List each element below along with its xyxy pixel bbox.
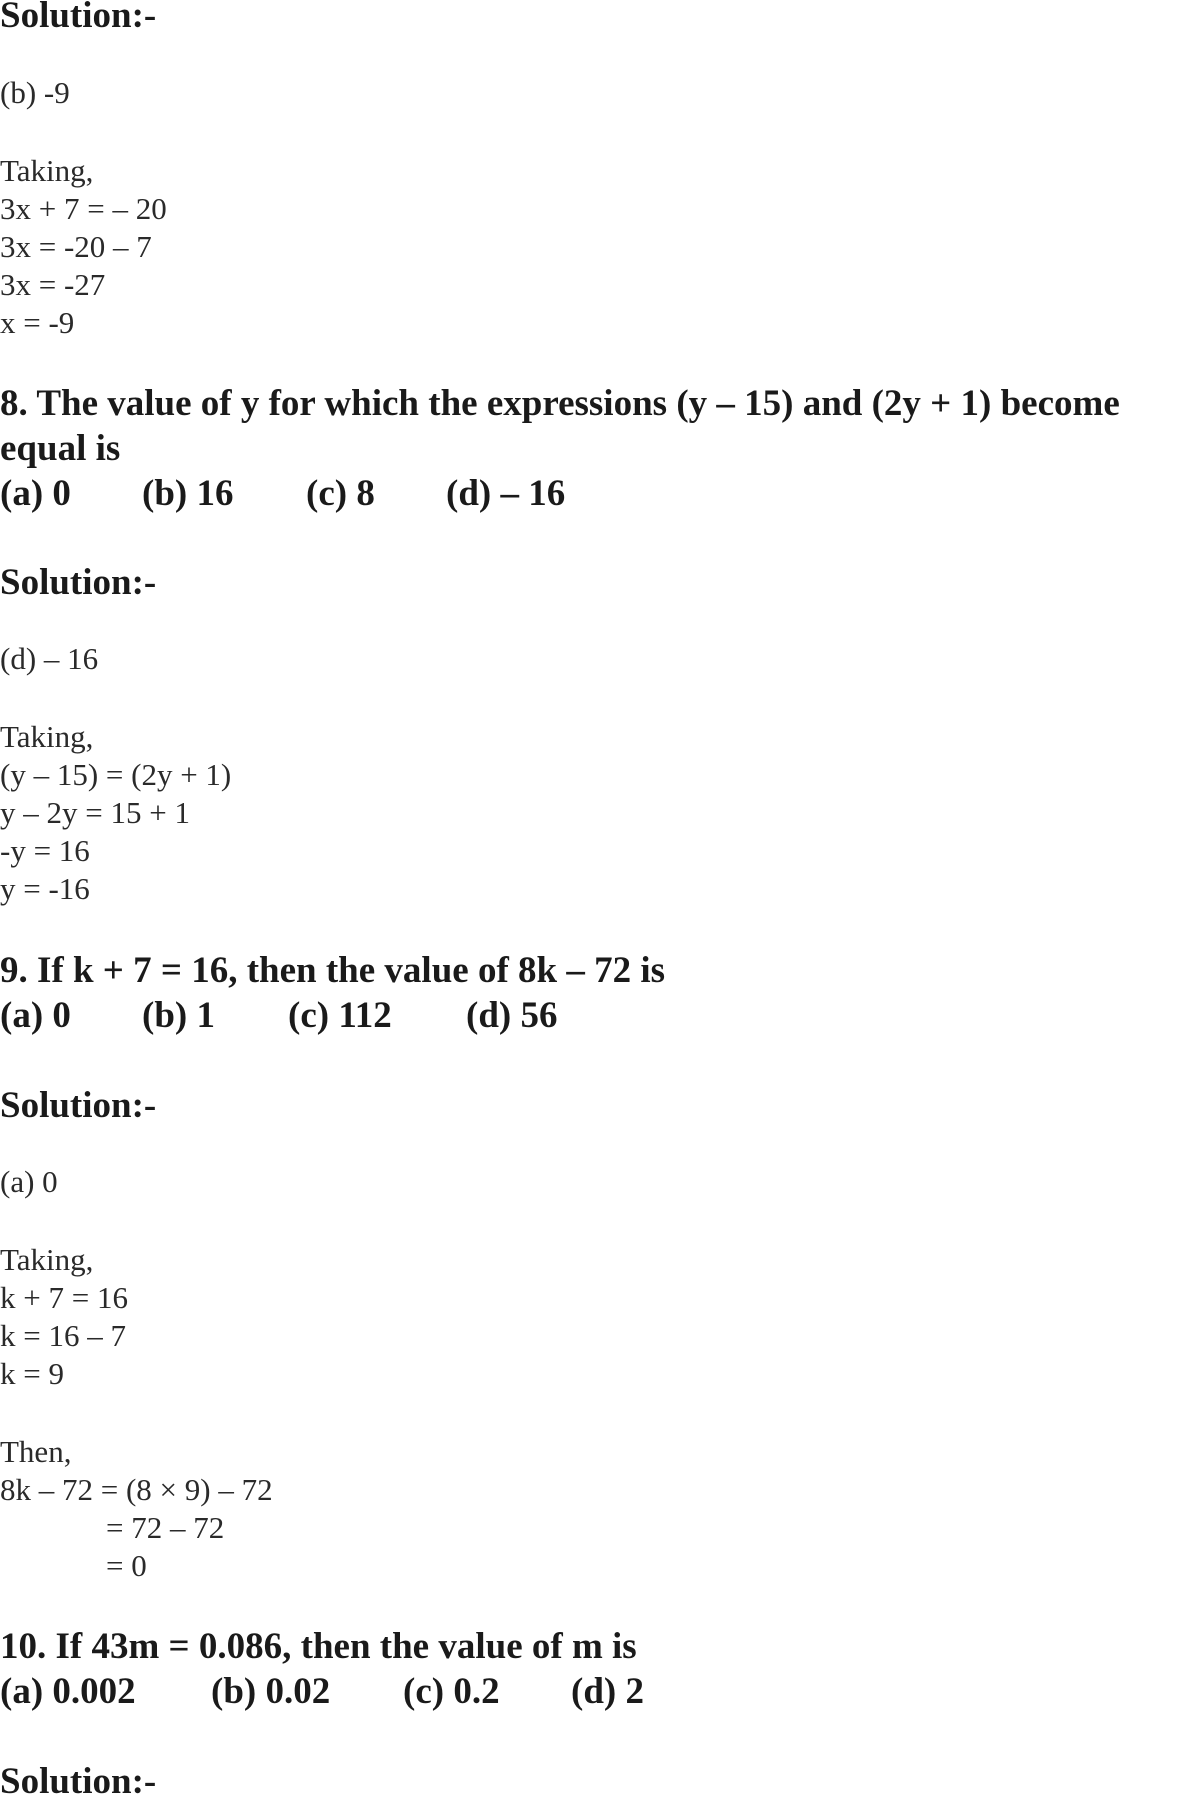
step-line: -y = 16 bbox=[0, 833, 90, 868]
step-line: (y – 15) = (2y + 1) bbox=[0, 757, 232, 792]
step-line: y = -16 bbox=[0, 871, 90, 906]
step-line: 3x + 7 = – 20 bbox=[0, 191, 167, 226]
step-line: Taking, bbox=[0, 719, 94, 754]
step-line: Then, bbox=[0, 1434, 72, 1469]
step-line: k + 7 = 16 bbox=[0, 1280, 128, 1315]
step-line: x = -9 bbox=[0, 305, 75, 340]
step-line: 3x = -20 – 7 bbox=[0, 229, 152, 264]
question-9-option-a: (a) 0 bbox=[0, 995, 71, 1036]
step-line: 3x = -27 bbox=[0, 267, 106, 302]
solution-heading: Solution:- bbox=[0, 0, 157, 36]
solution-heading: Solution:- bbox=[0, 1085, 157, 1126]
step-line: y – 2y = 15 + 1 bbox=[0, 795, 190, 830]
answer-text: (a) 0 bbox=[0, 1164, 58, 1199]
step-line: k = 9 bbox=[0, 1356, 64, 1391]
question-10-option-c: (c) 0.2 bbox=[403, 1671, 500, 1712]
answer-text: (b) -9 bbox=[0, 75, 70, 110]
question-10-option-b: (b) 0.02 bbox=[211, 1671, 331, 1712]
solution-heading: Solution:- bbox=[0, 1761, 157, 1802]
step-line: = 0 bbox=[106, 1548, 147, 1583]
question-8-text: 8. The value of y for which the expressions (y – 15) and (2y + 1) become bbox=[0, 383, 1120, 424]
step-line: Taking, bbox=[0, 153, 94, 188]
question-9-option-b: (b) 1 bbox=[142, 995, 215, 1036]
question-8-text-cont: equal is bbox=[0, 428, 121, 469]
question-10-option-d: (d) 2 bbox=[571, 1671, 644, 1712]
question-9-text: 9. If k + 7 = 16, then the value of 8k – 72 is bbox=[0, 950, 666, 991]
question-10-option-a: (a) 0.002 bbox=[0, 1671, 136, 1712]
question-10-text: 10. If 43m = 0.086, then the value of m is bbox=[0, 1626, 637, 1667]
question-8-option-c: (c) 8 bbox=[306, 473, 375, 514]
question-8-option-a: (a) 0 bbox=[0, 473, 71, 514]
step-line: k = 16 – 7 bbox=[0, 1318, 126, 1353]
step-line: 8k – 72 = (8 × 9) – 72 bbox=[0, 1472, 273, 1507]
question-9-option-d: (d) 56 bbox=[466, 995, 558, 1036]
question-8-option-b: (b) 16 bbox=[142, 473, 234, 514]
question-8-option-d: (d) – 16 bbox=[446, 473, 566, 514]
step-line: = 72 – 72 bbox=[106, 1510, 225, 1545]
solution-heading: Solution:- bbox=[0, 562, 157, 603]
question-9-option-c: (c) 112 bbox=[288, 995, 392, 1036]
answer-text: (d) – 16 bbox=[0, 641, 99, 676]
step-line: Taking, bbox=[0, 1242, 94, 1277]
